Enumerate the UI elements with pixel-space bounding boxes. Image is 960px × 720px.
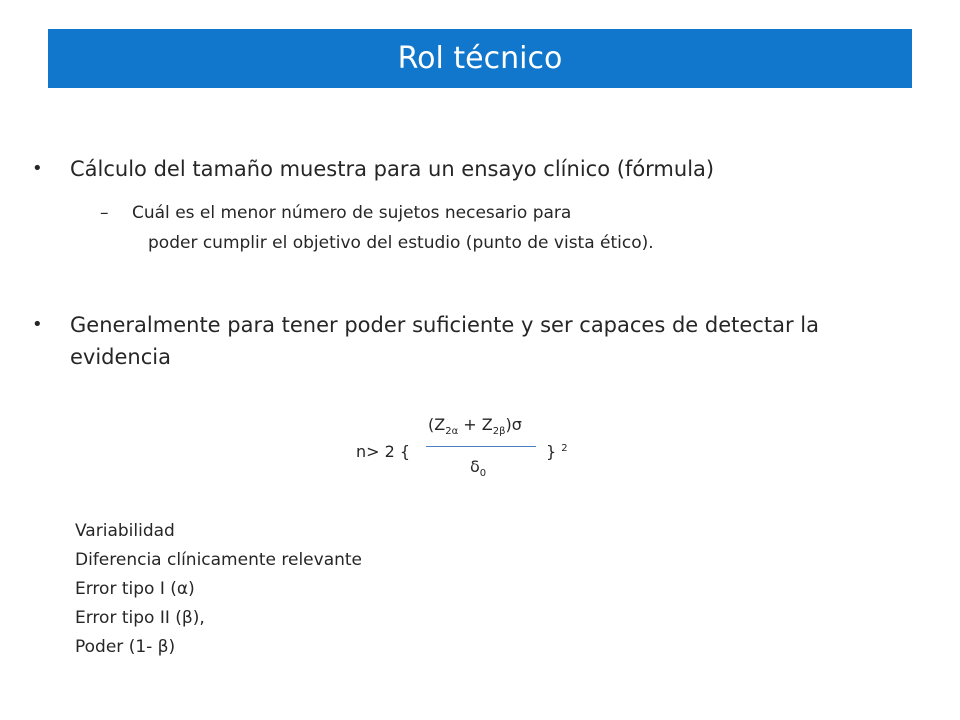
formula-suffix: } $^2$: [546, 442, 568, 461]
variable-item: Diferencia clínicamente relevante: [75, 550, 363, 570]
variable-item: Poder (1- β): [75, 637, 176, 657]
formula-denominator: $\delta_0$: [470, 457, 487, 480]
bullet-text: Cálculo del tamaño muestra para un ensayo clínico (fórmula): [70, 157, 715, 181]
fraction-line: [426, 446, 536, 447]
slide-title: Rol técnico: [397, 41, 563, 76]
bullet-marker: •: [32, 158, 43, 179]
sample-size-formula: [340, 410, 600, 500]
variable-item: Error tipo I (α): [75, 579, 195, 599]
sub-bullet-marker: –: [100, 203, 109, 223]
sub-bullet-line-1: Cuál es el menor número de sujetos necesario para: [132, 203, 572, 223]
formula-prefix: n> 2 {: [356, 442, 411, 461]
variable-item: Variabilidad: [75, 521, 175, 541]
bullet-sample-size: [32, 153, 892, 185]
bullet-power: [32, 309, 892, 373]
sub-bullet-line-2: poder cumplir el objetivo del estudio (punto de vista ético).: [148, 233, 654, 253]
variables-list: [75, 517, 362, 662]
bullet-marker: •: [32, 314, 43, 335]
bullet-text: Generalmente para tener poder suficiente y ser capaces de detectar la evidencia: [70, 313, 819, 369]
title-bar: [48, 29, 912, 88]
formula-numerator: $(Z_{2\alpha} + Z_{2\beta})\sigma$: [428, 415, 522, 438]
variable-item: Error tipo II (β),: [75, 608, 205, 628]
sub-bullet-minimum-subjects: [100, 198, 860, 258]
